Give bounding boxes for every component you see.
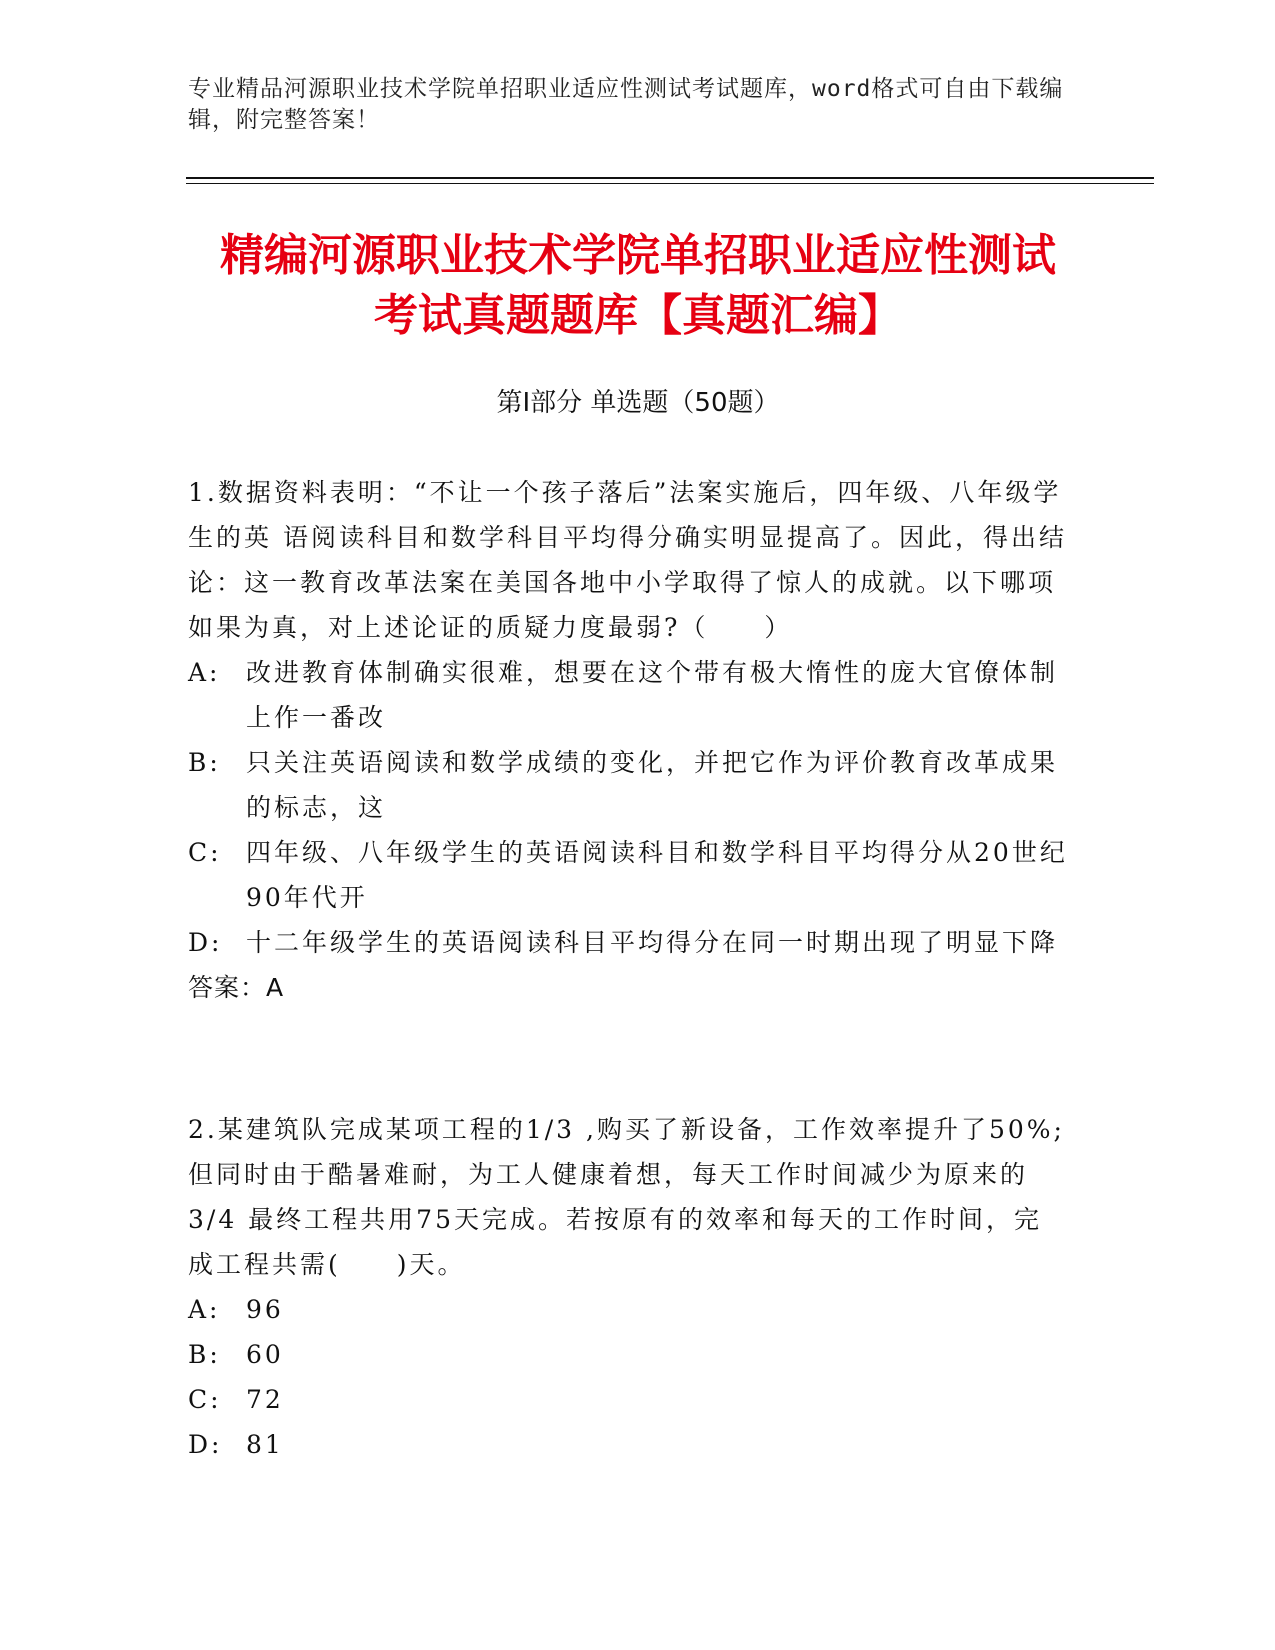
option-text: 60	[246, 1340, 284, 1369]
document-title-line-1: 精编河源职业技术学院单招职业适应性测试	[220, 230, 1056, 281]
option-text: 十二年级学生的英语阅读科目平均得分在同一时期出现了明显下降	[246, 928, 1059, 957]
option-text: 四年级、八年级学生的英语阅读科目和数学科目平均得分从20世纪90年代开	[246, 838, 1068, 912]
question-1-option-a	[188, 650, 1068, 740]
option-key: B:	[188, 1340, 221, 1369]
option-key: D:	[188, 928, 223, 957]
document-title	[188, 226, 1088, 346]
option-text: 81	[246, 1430, 284, 1459]
header-rule-thin	[186, 183, 1154, 184]
header-rule-thick	[186, 177, 1154, 179]
question-1	[188, 470, 1068, 1010]
question-2-option-d	[188, 1422, 1068, 1467]
option-key: D:	[188, 1430, 223, 1459]
option-key: A:	[188, 658, 221, 687]
option-text: 72	[246, 1385, 284, 1414]
question-2-option-b	[188, 1332, 1068, 1377]
header-note: 专业精品河源职业技术学院单招职业适应性测试考试题库，word格式可自由下载编辑，附完整答案！	[188, 76, 1064, 133]
option-text: 只关注英语阅读和数学成绩的变化，并把它作为评价教育改革成果的标志，这	[246, 748, 1059, 822]
question-2	[188, 1107, 1068, 1467]
question-2-option-c	[188, 1377, 1068, 1422]
option-key: B:	[188, 748, 221, 777]
question-1-option-b	[188, 740, 1068, 830]
question-1-text: 1.数据资料表明：“不让一个孩子落后”法案实施后，四年级、八年级学生的英 语阅读科目和数学科目平均得分确实明显提高了。因此，得出结论：这一教育改革法案在美国各地中小学取得了惊人的成就。以下哪项如果为真，对上述论证的质疑力度最弱?（ ）	[188, 478, 1067, 642]
question-1-answer: 答案：A	[188, 973, 285, 1002]
section-title: 第Ⅰ部分 单选题（50题）	[496, 388, 780, 418]
question-2-option-a	[188, 1287, 1068, 1332]
option-key: C:	[188, 838, 222, 867]
document-title-line-2: 考试真题题库【真题汇编】	[374, 290, 902, 341]
option-text: 改进教育体制确实很难，想要在这个带有极大惰性的庞大官僚体制上作一番改	[246, 658, 1059, 732]
option-key: A:	[188, 1295, 221, 1324]
option-text: 96	[246, 1295, 284, 1324]
question-1-option-c	[188, 830, 1068, 920]
question-2-text: 2.某建筑队完成某项工程的1/3 ,购买了新设备，工作效率提升了50%;但同时由于酷暑难耐，为工人健康着想，每天工作时间减少为原来的3/4 最终工程共用75天完成。若按原有的效率和每天的工作时间，完成工程共需( )天。	[188, 1115, 1065, 1279]
question-1-option-d	[188, 920, 1068, 965]
option-key: C:	[188, 1385, 222, 1414]
